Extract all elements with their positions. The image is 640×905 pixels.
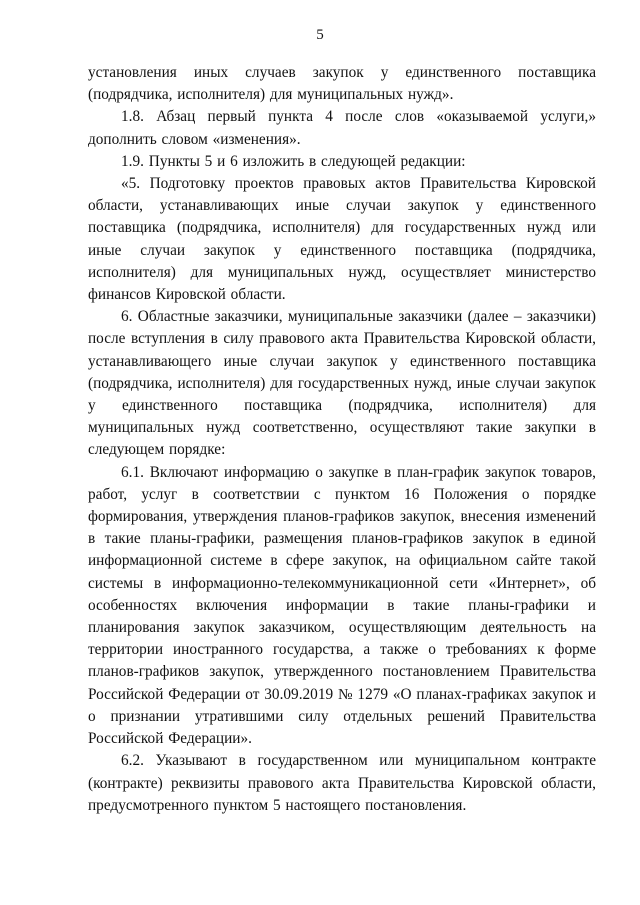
document-body <box>88 62 596 817</box>
paragraph-point-6: 6. Областные заказчики, муниципальные заказчики (далее – заказчики) после вступления в силу правового акта Правительства Кировской области, устанавливающего иные случаи закупок у единственного поставщика (подрядчика, исполнителя) для государственных нужд, иные случаи закупок у единственного поставщика (подрядчика, исполнителя) для муниципальных нужд соответственно, осуществляют такие закупки в следующем порядке: <box>88 308 596 459</box>
paragraph-continuation: установления иных случаев закупок у единственного поставщика (подрядчика, исполнителя) для муниципальных нужд». <box>88 64 596 104</box>
paragraph-item-1-9: 1.9. Пункты 5 и 6 изложить в следующей редакции: <box>121 152 466 170</box>
paragraph-point-6-2: 6.2. Указывают в государственном или муниципальном контракте (контракте) реквизиты правового акта Правительства Кировской области, предусмотренного пунктом 5 настоящего постановления. <box>88 752 596 814</box>
paragraph-point-6-1: 6.1. Включают информацию о закупке в план-график закупок товаров, работ, услуг в соответствии с пунктом 16 Положения о порядке формирования, утверждения планов-графиков закупок, внесения изменений в такие планы-графики, размещения планов-графиков закупок в единой информационной системе в сфере закупок, на официальном сайте такой системы в информационно-телекоммуникационной сети «Интернет», об особенностях включения информации в такие планы-графики и планирования закупок заказчиком, осуществляющим деятельность на территории иностранного государства, а также о требованиях к форме планов-графиков закупок, утвержденного постановлением Правительства Российской Федерации от 30.09.2019 № 1279 «О планах-графиках закупок и о признании утратившими силу отдельных решений Правительства Российской Федерации». <box>88 463 596 748</box>
paragraph-point-5: «5. Подготовку проектов правовых актов Правительства Кировской области, устанавливающих иные случаи закупок у единственного поставщика (подрядчика, исполнителя) для государственных нужд или иные случаи закупок у единственного поставщика (подрядчика, исполнителя) для муниципальных нужд, осуществляет министерство финансов Кировской области. <box>88 175 596 304</box>
paragraph-item-1-8: 1.8. Абзац первый пункта 4 после слов «оказываемой услуги,» дополнить словом «изменения». <box>88 108 596 148</box>
page-number: 5 <box>316 27 324 43</box>
